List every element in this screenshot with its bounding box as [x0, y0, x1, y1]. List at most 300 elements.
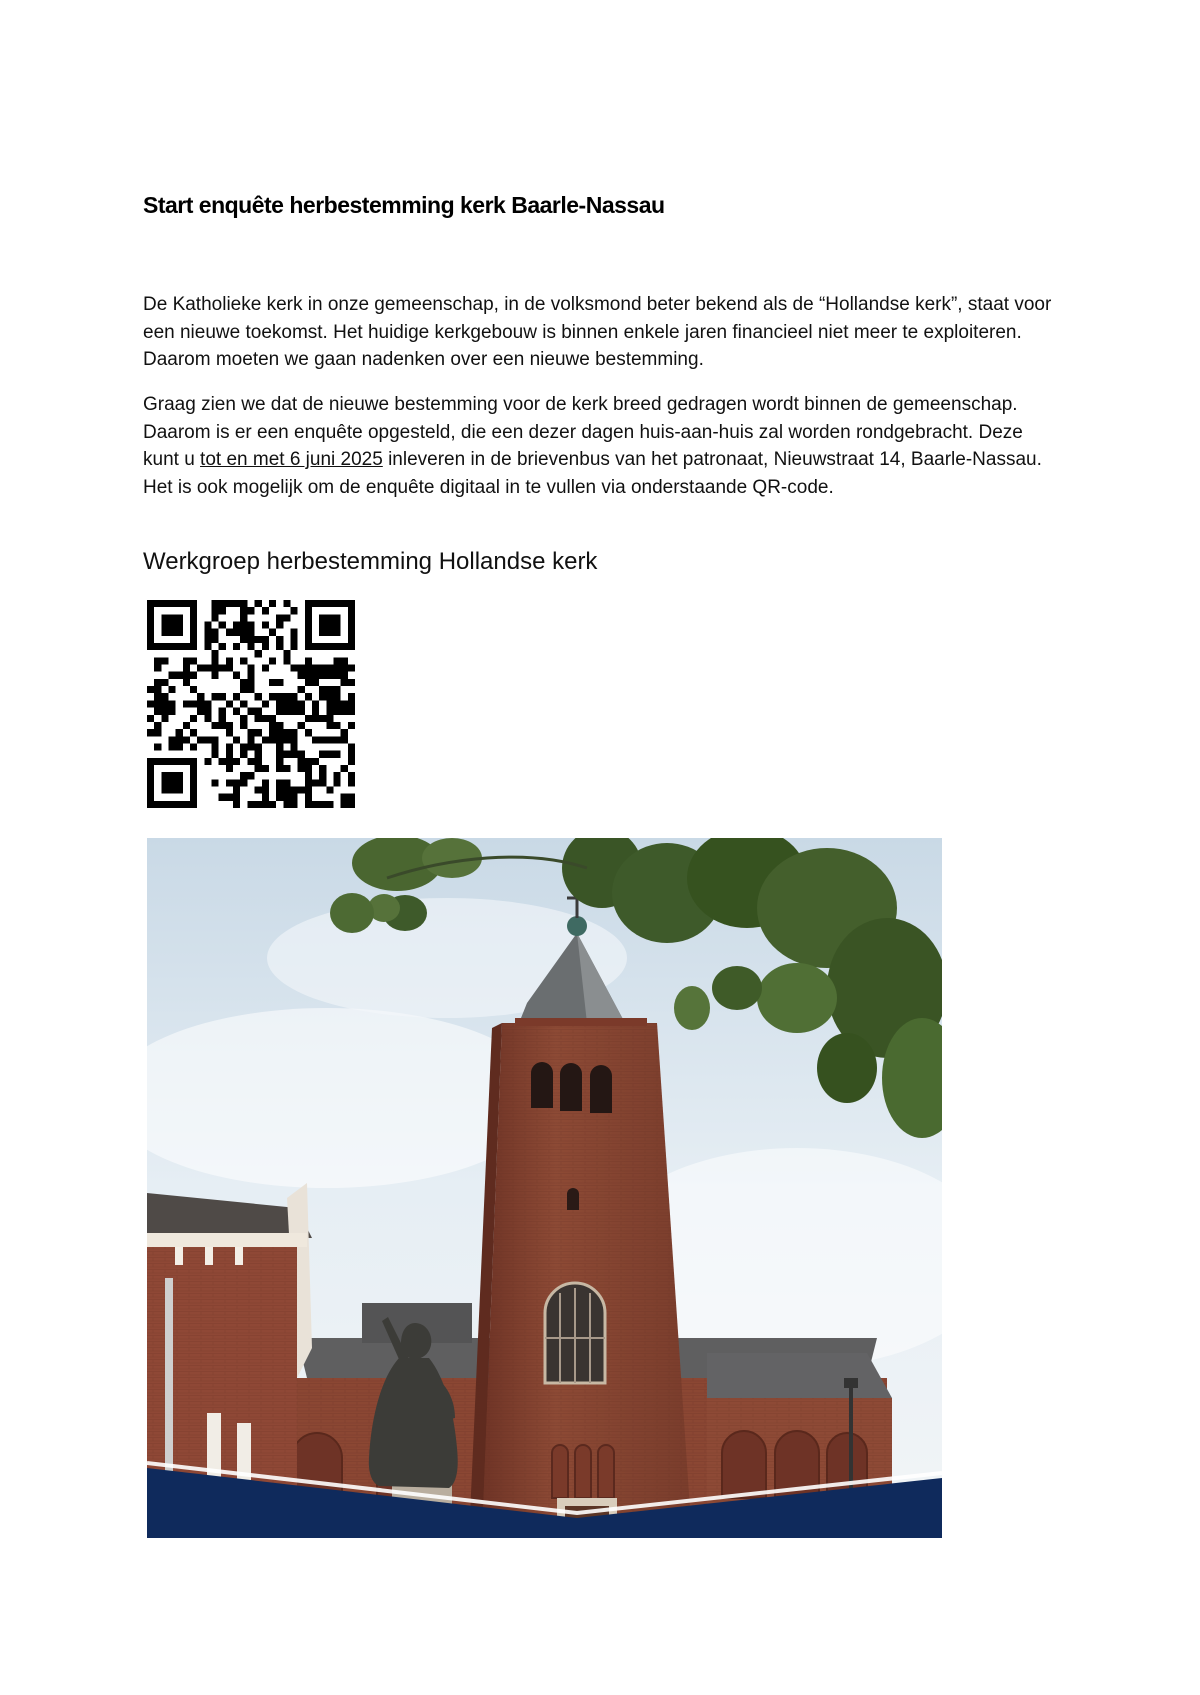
intro-paragraph: De Katholieke kerk in onze gemeenschap, in de volksmond beter bekend als de “Hollandse kerk”, staat voor een nieuwe toekomst. Het huidige kerkgebouw is binnen enkele jaren financieel niet meer te exploiteren. Daarom moeten we gaan nadenken over een nieuwe bestemming. [143, 294, 1052, 370]
qr-module [240, 779, 247, 786]
qr-module [319, 751, 326, 758]
qr-module [190, 700, 197, 707]
qr-module [161, 708, 168, 715]
qr-module [298, 758, 305, 765]
qr-module [176, 672, 183, 679]
survey-text-end: inleveren in de brievenbus van het patronaat, Nieuwstraat 14, Baarle-Nassau. Het is ook mogelijk om de enquête digitaal in te vullen via onderstaande QR-code. [143, 449, 1042, 498]
qr-module [319, 693, 326, 700]
qr-module [305, 801, 312, 808]
qr-module [197, 693, 204, 700]
qr-module [240, 772, 247, 779]
qr-module [233, 786, 240, 793]
qr-code[interactable] [147, 600, 355, 808]
qr-module [226, 600, 233, 607]
qr-module [154, 708, 161, 715]
qr-module [269, 736, 276, 743]
qr-module [190, 729, 197, 736]
qr-module [283, 736, 290, 743]
qr-module [247, 743, 254, 750]
qr-module [319, 772, 326, 779]
qr-module [319, 672, 326, 679]
qr-module [204, 665, 211, 672]
qr-finder-top-right [305, 600, 355, 650]
qr-module [290, 693, 297, 700]
qr-module [154, 657, 161, 664]
qr-module [305, 693, 312, 700]
qr-module [305, 665, 312, 672]
qr-module [247, 643, 254, 650]
qr-module [197, 700, 204, 707]
qr-module [262, 779, 269, 786]
qr-module [219, 643, 226, 650]
qr-module [204, 758, 211, 765]
qr-module [226, 665, 233, 672]
qr-module [212, 607, 219, 614]
qr-module [190, 686, 197, 693]
qr-module [204, 643, 211, 650]
qr-module [276, 794, 283, 801]
qr-module [290, 607, 297, 614]
qr-finder-top-left [147, 600, 197, 650]
qr-module [312, 779, 319, 786]
qr-module [233, 708, 240, 715]
qr-module [276, 736, 283, 743]
qr-module [219, 758, 226, 765]
qr-module [276, 693, 283, 700]
qr-module [276, 743, 283, 750]
qr-module [226, 794, 233, 801]
qr-module [276, 700, 283, 707]
qr-module [183, 679, 190, 686]
qr-module [305, 765, 312, 772]
qr-module [204, 629, 211, 636]
qr-module [247, 686, 254, 693]
qr-module [240, 679, 247, 686]
qr-module [262, 665, 269, 672]
qr-module [255, 786, 262, 793]
qr-module [161, 657, 168, 664]
qr-module [276, 643, 283, 650]
qr-module [298, 686, 305, 693]
qr-module [276, 765, 283, 772]
qr-module [255, 765, 262, 772]
qr-module [154, 679, 161, 686]
qr-module [283, 600, 290, 607]
qr-module [348, 751, 355, 758]
qr-module [154, 686, 161, 693]
qr-module [333, 779, 340, 786]
qr-module [305, 672, 312, 679]
qr-module [219, 715, 226, 722]
qr-module [319, 715, 326, 722]
qr-module [276, 622, 283, 629]
qr-module [212, 600, 219, 607]
qr-module [176, 736, 183, 743]
qr-module [190, 715, 197, 722]
qr-module [226, 751, 233, 758]
qr-module [255, 715, 262, 722]
qr-module [341, 765, 348, 772]
qr-module [176, 743, 183, 750]
qr-module [305, 772, 312, 779]
qr-module [255, 693, 262, 700]
qr-module [326, 700, 333, 707]
qr-module [276, 614, 283, 621]
qr-module [247, 758, 254, 765]
qr-module [333, 708, 340, 715]
survey-text-start: Graag zien we dat de nieuwe bestemming voor de kerk breed gedragen wordt binnen de gemeenschap. Daarom is er een enquête opgesteld, die een dezer dagen huis-aan-huis zal worden rondgebracht. Deze kunt u [143, 394, 1023, 470]
qr-module [333, 686, 340, 693]
qr-module [240, 614, 247, 621]
qr-module [290, 708, 297, 715]
qr-module [283, 801, 290, 808]
qr-module [183, 665, 190, 672]
qr-module [305, 786, 312, 793]
qr-module [269, 679, 276, 686]
qr-module [240, 657, 247, 664]
qr-module [183, 672, 190, 679]
qr-module [240, 722, 247, 729]
qr-module [247, 622, 254, 629]
qr-module [154, 700, 161, 707]
qr-module [226, 729, 233, 736]
qr-module [233, 736, 240, 743]
qr-module [169, 743, 176, 750]
qr-module [219, 693, 226, 700]
qr-module [183, 722, 190, 729]
qr-module [154, 722, 161, 729]
qr-module [269, 801, 276, 808]
qr-module [240, 751, 247, 758]
qr-module [233, 693, 240, 700]
qr-module [255, 636, 262, 643]
qr-module [147, 700, 154, 707]
qr-module [197, 665, 204, 672]
qr-module [312, 665, 319, 672]
qr-module [212, 636, 219, 643]
qr-module [212, 743, 219, 750]
qr-module [255, 743, 262, 750]
qr-module [326, 722, 333, 729]
qr-module [262, 765, 269, 772]
qr-module [212, 722, 219, 729]
page-title: Start enquête herbestemming kerk Baarle-Nassau [143, 192, 665, 218]
qr-module [204, 622, 211, 629]
qr-module [161, 693, 168, 700]
qr-module [154, 743, 161, 750]
qr-module [276, 679, 283, 686]
qr-module [269, 715, 276, 722]
qr-module [283, 751, 290, 758]
qr-module [190, 657, 197, 664]
qr-module [269, 600, 276, 607]
qr-module [298, 700, 305, 707]
qr-module [290, 801, 297, 808]
qr-module [161, 679, 168, 686]
qr-module [290, 794, 297, 801]
qr-module [262, 607, 269, 614]
qr-module [255, 600, 262, 607]
qr-module [190, 743, 197, 750]
qr-module [276, 758, 283, 765]
qr-module [326, 801, 333, 808]
qr-module [147, 686, 154, 693]
qr-module [341, 665, 348, 672]
qr-module [247, 679, 254, 686]
qr-module [147, 715, 154, 722]
qr-module [255, 801, 262, 808]
qr-module [312, 715, 319, 722]
church-photo [147, 838, 942, 1538]
qr-module [348, 794, 355, 801]
qr-module [262, 715, 269, 722]
qr-module [197, 708, 204, 715]
qr-module [341, 679, 348, 686]
qr-module [269, 657, 276, 664]
qr-module [298, 765, 305, 772]
qr-module [348, 743, 355, 750]
qr-module [341, 708, 348, 715]
qr-module [240, 743, 247, 750]
qr-module [255, 708, 262, 715]
qr-module [176, 729, 183, 736]
qr-module [348, 801, 355, 808]
qr-module [204, 636, 211, 643]
qr-module [147, 729, 154, 736]
qr-module [319, 686, 326, 693]
qr-module [298, 672, 305, 679]
qr-module [204, 708, 211, 715]
qr-module [204, 700, 211, 707]
qr-module [290, 629, 297, 636]
qr-module [348, 679, 355, 686]
qr-module [255, 650, 262, 657]
qr-module [240, 715, 247, 722]
qr-module [341, 736, 348, 743]
qr-module [341, 672, 348, 679]
qr-module [305, 729, 312, 736]
qr-module [305, 657, 312, 664]
qr-module [298, 665, 305, 672]
qr-module [290, 743, 297, 750]
qr-module [333, 751, 340, 758]
qr-finder-bottom-left [147, 758, 197, 808]
qr-module [240, 629, 247, 636]
qr-module [255, 729, 262, 736]
qr-module [326, 665, 333, 672]
qr-module [269, 722, 276, 729]
qr-module [276, 722, 283, 729]
working-group-signature: Werkgroep herbestemming Hollandse kerk [143, 548, 598, 575]
qr-module [219, 607, 226, 614]
qr-module [262, 801, 269, 808]
qr-module [333, 722, 340, 729]
qr-module [298, 786, 305, 793]
qr-module [341, 729, 348, 736]
qr-module [233, 629, 240, 636]
qr-module [169, 700, 176, 707]
qr-module [312, 801, 319, 808]
qr-module [348, 772, 355, 779]
qr-module [190, 672, 197, 679]
qr-module [283, 794, 290, 801]
qr-module [283, 693, 290, 700]
qr-module [233, 622, 240, 629]
qr-module [348, 693, 355, 700]
qr-module [283, 650, 290, 657]
qr-module [154, 693, 161, 700]
qr-module [247, 636, 254, 643]
qr-module [319, 665, 326, 672]
qr-module [240, 700, 247, 707]
qr-module [226, 629, 233, 636]
qr-module [333, 665, 340, 672]
qr-module [219, 600, 226, 607]
qr-module [312, 708, 319, 715]
qr-module [276, 708, 283, 715]
qr-module [298, 708, 305, 715]
qr-module [276, 779, 283, 786]
qr-module [283, 765, 290, 772]
qr-module [262, 643, 269, 650]
qr-module [247, 672, 254, 679]
qr-module [262, 700, 269, 707]
qr-module [276, 636, 283, 643]
qr-module [290, 636, 297, 643]
qr-module [197, 736, 204, 743]
qr-module [262, 794, 269, 801]
qr-module [312, 758, 319, 765]
qr-module [169, 686, 176, 693]
qr-module [247, 708, 254, 715]
qr-module [333, 657, 340, 664]
qr-module [247, 736, 254, 743]
qr-module [161, 700, 168, 707]
qr-module [333, 736, 340, 743]
qr-module [226, 779, 233, 786]
qr-module [212, 779, 219, 786]
qr-module [333, 700, 340, 707]
qr-module [326, 715, 333, 722]
qr-module [341, 794, 348, 801]
qr-module [255, 751, 262, 758]
qr-module [247, 729, 254, 736]
qr-module [283, 729, 290, 736]
qr-module [262, 786, 269, 793]
qr-module [219, 722, 226, 729]
qr-module [247, 801, 254, 808]
qr-module [319, 736, 326, 743]
qr-module [247, 607, 254, 614]
qr-module [169, 736, 176, 743]
qr-module [212, 751, 219, 758]
qr-module [240, 600, 247, 607]
qr-module [305, 758, 312, 765]
qr-module [204, 736, 211, 743]
qr-module [326, 708, 333, 715]
qr-module [276, 786, 283, 793]
qr-module [290, 643, 297, 650]
qr-module [212, 672, 219, 679]
qr-module [262, 622, 269, 629]
qr-module [348, 665, 355, 672]
qr-module [333, 693, 340, 700]
qr-module [312, 700, 319, 707]
qr-module [262, 736, 269, 743]
qr-module [233, 794, 240, 801]
qr-module [219, 794, 226, 801]
qr-module [212, 650, 219, 657]
qr-module [240, 686, 247, 693]
qr-module [240, 607, 247, 614]
qr-module [169, 672, 176, 679]
qr-module [183, 700, 190, 707]
qr-module [290, 736, 297, 743]
qr-module [348, 758, 355, 765]
qr-module [333, 772, 340, 779]
qr-module [298, 751, 305, 758]
qr-module [226, 700, 233, 707]
qr-module [326, 672, 333, 679]
qr-module [247, 772, 254, 779]
qr-module [348, 722, 355, 729]
qr-module [326, 693, 333, 700]
qr-module [348, 779, 355, 786]
qr-module [319, 779, 326, 786]
qr-module [212, 736, 219, 743]
qr-module [319, 765, 326, 772]
qr-module [290, 729, 297, 736]
qr-module [183, 736, 190, 743]
qr-module [212, 614, 219, 621]
qr-module [233, 801, 240, 808]
qr-module [226, 765, 233, 772]
qr-module [219, 665, 226, 672]
qr-module [290, 700, 297, 707]
qr-module [305, 794, 312, 801]
qr-module [283, 614, 290, 621]
qr-module [305, 715, 312, 722]
qr-module [262, 636, 269, 643]
qr-module [154, 729, 161, 736]
qr-module [183, 657, 190, 664]
qr-module [212, 629, 219, 636]
qr-module [326, 751, 333, 758]
qr-module [298, 722, 305, 729]
qr-module [240, 636, 247, 643]
qr-module [276, 751, 283, 758]
qr-module [283, 657, 290, 664]
qr-module [204, 715, 211, 722]
qr-module [233, 600, 240, 607]
qr-module [290, 751, 297, 758]
qr-module [326, 786, 333, 793]
qr-module [341, 801, 348, 808]
qr-module [341, 700, 348, 707]
qr-module [319, 801, 326, 808]
qr-module [283, 779, 290, 786]
qr-module [290, 786, 297, 793]
qr-module [233, 758, 240, 765]
qr-module [169, 708, 176, 715]
qr-module [233, 672, 240, 679]
qr-module [212, 665, 219, 672]
survey-paragraph [143, 391, 1063, 501]
qr-module [276, 729, 283, 736]
qr-module [240, 622, 247, 629]
qr-module [226, 722, 233, 729]
qr-module [305, 779, 312, 786]
